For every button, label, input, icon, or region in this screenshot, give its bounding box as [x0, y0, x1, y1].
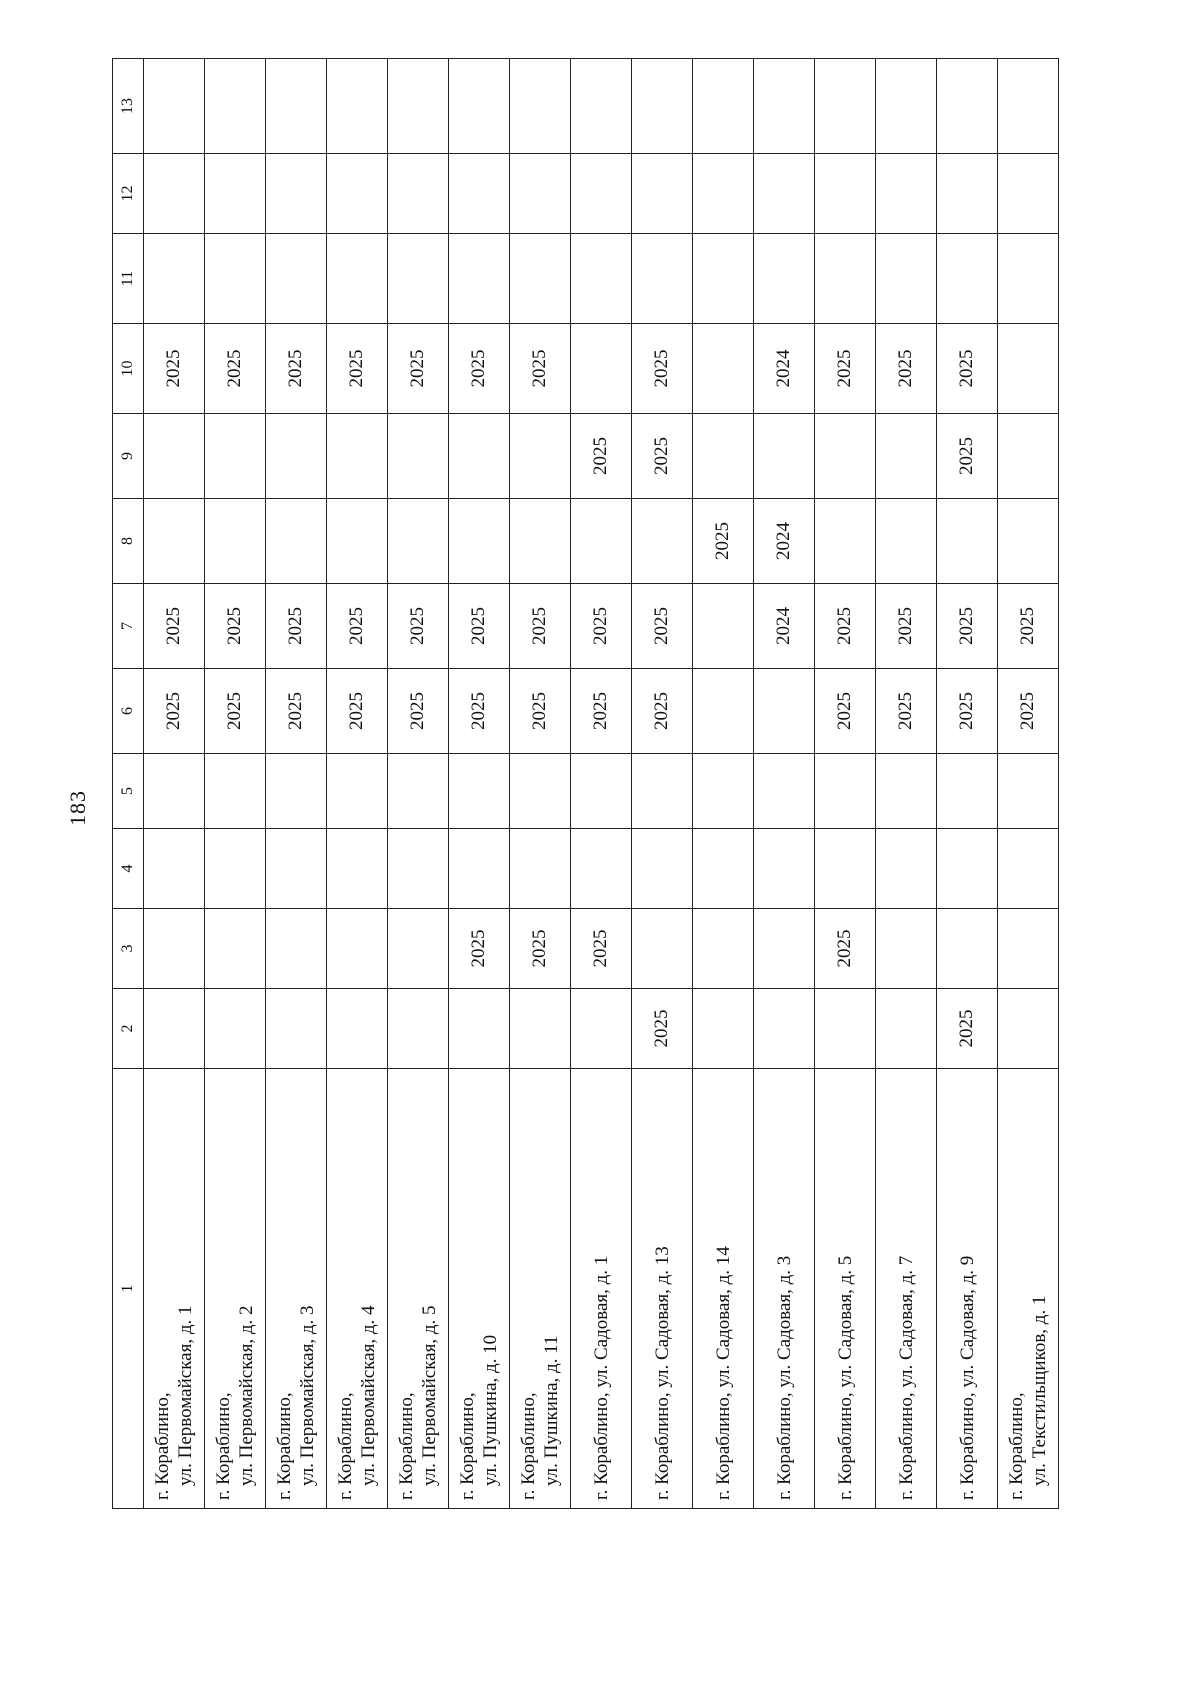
value-cell-col-3	[266, 909, 327, 989]
column-header-4: 4	[113, 829, 144, 909]
value-cell-col-11	[876, 234, 937, 324]
value-cell-col-11	[632, 234, 693, 324]
value-cell-col-6: 2025	[266, 669, 327, 754]
address-cell	[693, 1069, 754, 1509]
value-cell-col-11	[205, 234, 266, 324]
value-cell-col-6: 2025	[449, 669, 510, 754]
address-line-1: г. Кораблино,	[396, 1392, 417, 1500]
value-cell-col-4	[571, 829, 632, 909]
value-cell-col-4	[632, 829, 693, 909]
value-cell-col-13	[205, 59, 266, 154]
value-cell-col-10: 2024	[754, 324, 815, 414]
value-cell-col-6: 2025	[388, 669, 449, 754]
value-cell-col-4	[510, 829, 571, 909]
address-cell	[998, 1069, 1059, 1509]
table-row	[571, 59, 632, 1509]
value-cell-col-10	[571, 324, 632, 414]
address-cell	[632, 1069, 693, 1509]
address-cell	[754, 1069, 815, 1509]
value-cell-col-11	[937, 234, 998, 324]
value-cell-col-6: 2025	[937, 669, 998, 754]
value-cell-col-3: 2025	[815, 909, 876, 989]
address-cell	[205, 1069, 266, 1509]
value-cell-col-12	[571, 154, 632, 234]
value-cell-col-13	[998, 59, 1059, 154]
value-cell-col-5	[205, 754, 266, 829]
value-cell-col-5	[815, 754, 876, 829]
table-row	[876, 59, 937, 1509]
value-cell-col-12	[998, 154, 1059, 234]
address-cell	[144, 1069, 205, 1509]
address-cell	[510, 1069, 571, 1509]
value-cell-col-12	[327, 154, 388, 234]
value-cell-col-12	[449, 154, 510, 234]
value-cell-col-7: 2025	[266, 584, 327, 669]
column-header-3: 3	[113, 909, 144, 989]
value-cell-col-4	[876, 829, 937, 909]
value-cell-col-5	[937, 754, 998, 829]
column-header-7: 7	[113, 584, 144, 669]
rotated-table-container	[112, 59, 1077, 1509]
value-cell-col-11	[815, 234, 876, 324]
value-cell-col-6: 2025	[998, 669, 1059, 754]
value-cell-col-12	[876, 154, 937, 234]
value-cell-col-5	[998, 754, 1059, 829]
value-cell-col-12	[815, 154, 876, 234]
value-cell-col-10: 2025	[937, 324, 998, 414]
value-cell-col-8	[144, 499, 205, 584]
value-cell-col-12	[693, 154, 754, 234]
value-cell-col-5	[266, 754, 327, 829]
value-cell-col-11	[266, 234, 327, 324]
value-cell-col-6: 2025	[632, 669, 693, 754]
value-cell-col-3	[632, 909, 693, 989]
value-cell-col-7: 2025	[327, 584, 388, 669]
value-cell-col-5	[327, 754, 388, 829]
value-cell-col-7: 2025	[937, 584, 998, 669]
value-cell-col-3: 2025	[510, 909, 571, 989]
address-line-1: г. Кораблино,	[213, 1392, 234, 1500]
column-header-13: 13	[113, 59, 144, 154]
value-cell-col-11	[998, 234, 1059, 324]
value-cell-col-10: 2025	[144, 324, 205, 414]
table-row	[266, 59, 327, 1509]
address-line-2: ул. Пушкина, д. 11	[541, 1335, 562, 1486]
value-cell-col-2	[998, 989, 1059, 1069]
address-line-1: г. Кораблино,	[152, 1392, 173, 1500]
value-cell-col-9: 2025	[937, 414, 998, 499]
value-cell-col-12	[632, 154, 693, 234]
value-cell-col-8: 2024	[754, 499, 815, 584]
column-header-8: 8	[113, 499, 144, 584]
value-cell-col-13	[449, 59, 510, 154]
value-cell-col-10: 2025	[449, 324, 510, 414]
value-cell-col-9	[876, 414, 937, 499]
value-cell-col-3	[327, 909, 388, 989]
value-cell-col-4	[998, 829, 1059, 909]
value-cell-col-12	[266, 154, 327, 234]
value-cell-col-11	[510, 234, 571, 324]
value-cell-col-9	[693, 414, 754, 499]
value-cell-col-9: 2025	[571, 414, 632, 499]
value-cell-col-3	[693, 909, 754, 989]
value-cell-col-7: 2025	[449, 584, 510, 669]
address-line-2: ул. Первомайская, д. 5	[419, 1305, 440, 1486]
value-cell-col-13	[693, 59, 754, 154]
value-cell-col-10	[998, 324, 1059, 414]
value-cell-col-9	[815, 414, 876, 499]
table-row	[693, 59, 754, 1509]
value-cell-col-7: 2024	[754, 584, 815, 669]
value-cell-col-4	[205, 829, 266, 909]
value-cell-col-9	[327, 414, 388, 499]
value-cell-col-5	[571, 754, 632, 829]
value-cell-col-2	[205, 989, 266, 1069]
address-line-1: г. Кораблино, ул. Садовая, д. 5	[834, 1255, 856, 1500]
value-cell-col-9	[449, 414, 510, 499]
column-header-2: 2	[113, 989, 144, 1069]
value-cell-col-2	[388, 989, 449, 1069]
value-cell-col-10: 2025	[510, 324, 571, 414]
value-cell-col-7: 2025	[998, 584, 1059, 669]
value-cell-col-4	[815, 829, 876, 909]
value-cell-col-3	[205, 909, 266, 989]
value-cell-col-6: 2025	[510, 669, 571, 754]
table-row	[815, 59, 876, 1509]
value-cell-col-11	[449, 234, 510, 324]
value-cell-col-7: 2025	[144, 584, 205, 669]
value-cell-col-12	[205, 154, 266, 234]
value-cell-col-11	[144, 234, 205, 324]
value-cell-col-3	[998, 909, 1059, 989]
address-line-2: ул. Первомайская, д. 1	[175, 1305, 196, 1486]
table-row	[144, 59, 205, 1509]
column-header-1: 1	[113, 1069, 144, 1509]
value-cell-col-6	[754, 669, 815, 754]
value-cell-col-12	[754, 154, 815, 234]
table-row	[205, 59, 266, 1509]
address-line-1: г. Кораблино, ул. Садовая, д. 13	[651, 1246, 673, 1500]
value-cell-col-10: 2025	[205, 324, 266, 414]
table-row	[388, 59, 449, 1509]
table-row	[449, 59, 510, 1509]
page-number: 183	[65, 790, 90, 826]
value-cell-col-13	[510, 59, 571, 154]
value-cell-col-10: 2025	[876, 324, 937, 414]
value-cell-col-8	[205, 499, 266, 584]
value-cell-col-13	[876, 59, 937, 154]
value-cell-col-9	[754, 414, 815, 499]
value-cell-col-7: 2025	[815, 584, 876, 669]
value-cell-col-9: 2025	[632, 414, 693, 499]
value-cell-col-8	[815, 499, 876, 584]
value-cell-col-9	[266, 414, 327, 499]
table-row	[327, 59, 388, 1509]
value-cell-col-2	[327, 989, 388, 1069]
table-row	[998, 59, 1059, 1509]
value-cell-col-4	[144, 829, 205, 909]
column-header-10: 10	[113, 324, 144, 414]
value-cell-col-6: 2025	[144, 669, 205, 754]
address-line-1: г. Кораблино,	[518, 1392, 539, 1500]
value-cell-col-13	[144, 59, 205, 154]
value-cell-col-7: 2025	[571, 584, 632, 669]
value-cell-col-12	[937, 154, 998, 234]
address-line-1: г. Кораблино, ул. Садовая, д. 1	[590, 1255, 612, 1500]
value-cell-col-4	[754, 829, 815, 909]
value-cell-col-4	[937, 829, 998, 909]
schedule-table	[112, 58, 1059, 1509]
address-line-1: г. Кораблино, ул. Садовая, д. 9	[956, 1255, 978, 1500]
value-cell-col-6: 2025	[815, 669, 876, 754]
value-cell-col-7: 2025	[876, 584, 937, 669]
value-cell-col-10: 2025	[815, 324, 876, 414]
address-line-1: г. Кораблино, ул. Садовая, д. 3	[773, 1255, 795, 1500]
value-cell-col-9	[998, 414, 1059, 499]
table-row	[510, 59, 571, 1509]
header-row	[113, 59, 144, 1509]
value-cell-col-9	[510, 414, 571, 499]
address-cell	[876, 1069, 937, 1509]
value-cell-col-7: 2025	[510, 584, 571, 669]
address-cell	[449, 1069, 510, 1509]
address-line-1: г. Кораблино,	[1006, 1392, 1027, 1500]
value-cell-col-3	[388, 909, 449, 989]
value-cell-col-10: 2025	[388, 324, 449, 414]
address-cell	[937, 1069, 998, 1509]
value-cell-col-4	[388, 829, 449, 909]
value-cell-col-10: 2025	[266, 324, 327, 414]
value-cell-col-11	[388, 234, 449, 324]
value-cell-col-10: 2025	[632, 324, 693, 414]
value-cell-col-3: 2025	[571, 909, 632, 989]
value-cell-col-8	[998, 499, 1059, 584]
value-cell-col-2	[815, 989, 876, 1069]
value-cell-col-2	[693, 989, 754, 1069]
value-cell-col-5	[632, 754, 693, 829]
value-cell-col-10: 2025	[327, 324, 388, 414]
value-cell-col-3	[754, 909, 815, 989]
table-row	[632, 59, 693, 1509]
address-line-1: г. Кораблино,	[335, 1392, 356, 1500]
value-cell-col-12	[144, 154, 205, 234]
value-cell-col-2: 2025	[632, 989, 693, 1069]
address-cell	[571, 1069, 632, 1509]
address-line-2: ул. Первомайская, д. 4	[358, 1305, 379, 1486]
value-cell-col-3	[937, 909, 998, 989]
value-cell-col-8	[937, 499, 998, 584]
value-cell-col-12	[388, 154, 449, 234]
value-cell-col-7: 2025	[632, 584, 693, 669]
value-cell-col-6: 2025	[876, 669, 937, 754]
value-cell-col-13	[815, 59, 876, 154]
column-header-6: 6	[113, 669, 144, 754]
value-cell-col-11	[571, 234, 632, 324]
value-cell-col-6: 2025	[205, 669, 266, 754]
value-cell-col-7: 2025	[388, 584, 449, 669]
value-cell-col-8	[571, 499, 632, 584]
value-cell-col-5	[876, 754, 937, 829]
value-cell-col-2	[510, 989, 571, 1069]
value-cell-col-5	[693, 754, 754, 829]
table-row	[937, 59, 998, 1509]
address-cell	[266, 1069, 327, 1509]
value-cell-col-5	[144, 754, 205, 829]
value-cell-col-12	[510, 154, 571, 234]
value-cell-col-2	[571, 989, 632, 1069]
value-cell-col-8	[876, 499, 937, 584]
value-cell-col-3	[876, 909, 937, 989]
value-cell-col-11	[693, 234, 754, 324]
value-cell-col-13	[632, 59, 693, 154]
value-cell-col-8	[266, 499, 327, 584]
table-row	[754, 59, 815, 1509]
value-cell-col-5	[754, 754, 815, 829]
value-cell-col-10	[693, 324, 754, 414]
address-cell	[388, 1069, 449, 1509]
value-cell-col-9	[388, 414, 449, 499]
address-line-2: ул. Пушкина, д. 10	[480, 1334, 501, 1486]
value-cell-col-6	[693, 669, 754, 754]
value-cell-col-4	[693, 829, 754, 909]
value-cell-col-5	[449, 754, 510, 829]
address-cell	[815, 1069, 876, 1509]
address-line-1: г. Кораблино, ул. Садовая, д. 14	[712, 1246, 734, 1500]
value-cell-col-9	[205, 414, 266, 499]
value-cell-col-2: 2025	[937, 989, 998, 1069]
value-cell-col-13	[266, 59, 327, 154]
column-header-12: 12	[113, 154, 144, 234]
value-cell-col-4	[266, 829, 327, 909]
value-cell-col-9	[144, 414, 205, 499]
value-cell-col-8	[327, 499, 388, 584]
value-cell-col-8	[449, 499, 510, 584]
value-cell-col-4	[449, 829, 510, 909]
value-cell-col-2	[876, 989, 937, 1069]
value-cell-col-2	[754, 989, 815, 1069]
value-cell-col-5	[510, 754, 571, 829]
value-cell-col-11	[754, 234, 815, 324]
address-line-1: г. Кораблино,	[274, 1392, 295, 1500]
value-cell-col-6: 2025	[571, 669, 632, 754]
value-cell-col-13	[754, 59, 815, 154]
value-cell-col-8	[388, 499, 449, 584]
address-line-2: ул. Первомайская, д. 3	[297, 1305, 318, 1486]
value-cell-col-13	[327, 59, 388, 154]
value-cell-col-6: 2025	[327, 669, 388, 754]
value-cell-col-2	[144, 989, 205, 1069]
table-body	[144, 59, 1059, 1509]
address-cell	[327, 1069, 388, 1509]
address-line-2: ул. Текстильщиков, д. 1	[1029, 1295, 1050, 1486]
address-line-2: ул. Первомайская, д. 2	[236, 1305, 257, 1486]
value-cell-col-4	[327, 829, 388, 909]
value-cell-col-13	[571, 59, 632, 154]
column-header-5: 5	[113, 754, 144, 829]
address-line-1: г. Кораблино, ул. Садовая, д. 7	[895, 1255, 917, 1500]
value-cell-col-11	[327, 234, 388, 324]
value-cell-col-13	[937, 59, 998, 154]
value-cell-col-13	[388, 59, 449, 154]
value-cell-col-8: 2025	[693, 499, 754, 584]
value-cell-col-8	[510, 499, 571, 584]
address-line-1: г. Кораблино,	[457, 1392, 478, 1500]
column-header-11: 11	[113, 234, 144, 324]
value-cell-col-7: 2025	[205, 584, 266, 669]
value-cell-col-8	[632, 499, 693, 584]
value-cell-col-3: 2025	[449, 909, 510, 989]
value-cell-col-5	[388, 754, 449, 829]
value-cell-col-2	[266, 989, 327, 1069]
value-cell-col-2	[449, 989, 510, 1069]
column-header-9: 9	[113, 414, 144, 499]
value-cell-col-3	[144, 909, 205, 989]
value-cell-col-7	[693, 584, 754, 669]
